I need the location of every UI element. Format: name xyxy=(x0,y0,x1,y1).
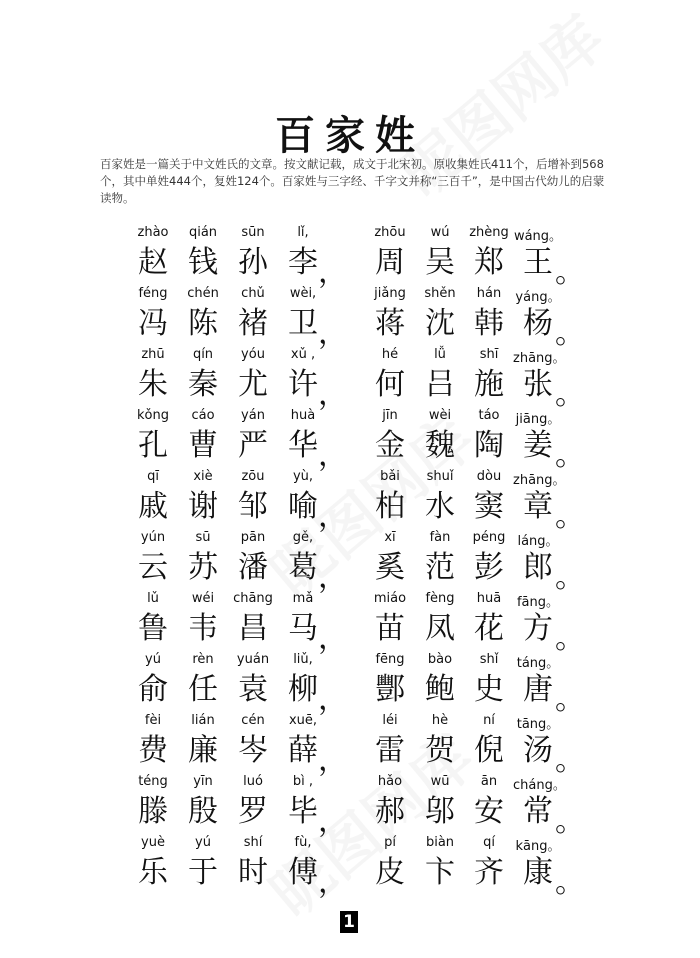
verse-row xyxy=(0,713,700,778)
surname-character: 卫 xyxy=(288,306,318,341)
pinyin: pān xyxy=(240,530,266,545)
pinyin: qí xyxy=(483,835,495,850)
pinyin: xiè xyxy=(193,469,213,484)
surname-character: 岑 xyxy=(238,733,268,768)
pinyin: shǐ xyxy=(479,652,499,667)
surname-character: 苗 xyxy=(375,611,405,646)
punctuation: ， xyxy=(318,621,348,656)
surname-character: 陶 xyxy=(474,428,504,463)
surname-character: 范 xyxy=(425,550,455,585)
pinyin: shěn xyxy=(424,286,456,301)
pinyin: qín xyxy=(192,347,214,362)
surname-character: 窦 xyxy=(474,489,504,524)
punctuation: ， xyxy=(318,743,348,778)
pinyin: dòu xyxy=(476,469,502,484)
pinyin: gě, xyxy=(292,530,314,545)
punctuation: 。 xyxy=(555,438,585,473)
surname-character: 韦 xyxy=(188,611,218,646)
pinyin: bǎi xyxy=(380,469,400,484)
surname-character: 费 xyxy=(138,733,168,768)
verse-row xyxy=(0,408,700,473)
pinyin: luó xyxy=(243,774,263,789)
surname-character: 杨 xyxy=(523,306,553,341)
punctuation: 。 xyxy=(555,865,585,900)
surname-character: 皮 xyxy=(375,855,405,890)
pinyin: miáo xyxy=(373,591,407,606)
surname-character: 邹 xyxy=(238,489,268,524)
surname-character: 殷 xyxy=(188,794,218,829)
verse-row xyxy=(0,835,700,900)
pinyin: bào xyxy=(427,652,453,667)
pinyin: wèi, xyxy=(289,286,317,301)
pinyin: huà xyxy=(290,408,316,423)
punctuation: ， xyxy=(318,865,348,900)
surname-character: 时 xyxy=(238,855,268,890)
pinyin: bì , xyxy=(292,774,314,789)
pinyin: yún xyxy=(140,530,166,545)
surname-character: 奚 xyxy=(375,550,405,585)
pinyin: zhào xyxy=(137,225,169,240)
pinyin: kǒng xyxy=(137,408,169,423)
pinyin: wū xyxy=(430,774,450,789)
pinyin: huā xyxy=(476,591,502,606)
surname-character: 孙 xyxy=(238,245,268,280)
surname-character: 章 xyxy=(523,489,553,524)
pinyin: yù, xyxy=(292,469,314,484)
surname-character: 乐 xyxy=(138,855,168,890)
surname-character: 凤 xyxy=(425,611,455,646)
pinyin: hǎo xyxy=(377,774,403,789)
pinyin: hè xyxy=(431,713,449,728)
pinyin: sū xyxy=(195,530,211,545)
pinyin: zhāng。 xyxy=(513,473,566,488)
pinyin: mǎ xyxy=(292,591,314,606)
surname-character: 俞 xyxy=(138,672,168,707)
pinyin: wéi xyxy=(191,591,215,606)
surname-character: 赵 xyxy=(138,245,168,280)
pinyin: fēng xyxy=(375,652,405,667)
surname-character: 严 xyxy=(238,428,268,463)
surname-character: 汤 xyxy=(523,733,553,768)
surname-character: 雷 xyxy=(375,733,405,768)
punctuation: ， xyxy=(318,316,348,351)
pinyin: chāng xyxy=(233,591,273,606)
pinyin: zhū xyxy=(141,347,165,362)
surname-character: 卞 xyxy=(425,855,455,890)
pinyin: táo xyxy=(478,408,500,423)
surname-character: 李 xyxy=(288,245,318,280)
pinyin: cáo xyxy=(191,408,215,423)
pinyin: liǔ, xyxy=(293,652,313,667)
pinyin: xī xyxy=(384,530,396,545)
punctuation: ， xyxy=(318,804,348,839)
verse-row xyxy=(0,347,700,412)
verse-row xyxy=(0,774,700,839)
pinyin: fèi xyxy=(144,713,162,728)
verse-row xyxy=(0,591,700,656)
verse-row xyxy=(0,225,700,290)
pinyin: yīn xyxy=(193,774,213,789)
surname-character: 施 xyxy=(474,367,504,402)
pinyin: xǔ , xyxy=(290,347,316,362)
pinyin: qián xyxy=(188,225,218,240)
surname-character: 袁 xyxy=(238,672,268,707)
surname-character: 朱 xyxy=(138,367,168,402)
punctuation: 。 xyxy=(555,743,585,778)
surname-character: 谢 xyxy=(188,489,218,524)
verse-row xyxy=(0,530,700,595)
pinyin: yú xyxy=(145,652,161,667)
pinyin: yáng。 xyxy=(515,290,561,305)
surname-character: 花 xyxy=(474,611,504,646)
surname-character: 尤 xyxy=(238,367,268,402)
pinyin: yuè xyxy=(141,835,165,850)
pinyin: féng xyxy=(138,286,168,301)
punctuation: 。 xyxy=(555,499,585,534)
surname-character: 戚 xyxy=(138,489,168,524)
pinyin: lǐ, xyxy=(297,225,309,240)
surname-character: 廉 xyxy=(188,733,218,768)
surname-character: 贺 xyxy=(425,733,455,768)
surname-character: 喻 xyxy=(288,489,318,524)
surname-character: 郎 xyxy=(523,550,553,585)
surname-character: 毕 xyxy=(288,794,318,829)
surname-character: 冯 xyxy=(138,306,168,341)
surname-character: 方 xyxy=(523,611,553,646)
punctuation: ， xyxy=(318,499,348,534)
page-number: 1 xyxy=(340,911,358,933)
surname-character: 唐 xyxy=(523,672,553,707)
surname-character: 酆 xyxy=(375,672,405,707)
surname-character: 王 xyxy=(523,245,553,280)
pinyin: lián xyxy=(191,713,215,728)
surname-character: 任 xyxy=(188,672,218,707)
pinyin: fù, xyxy=(294,835,312,850)
surname-character: 何 xyxy=(375,367,405,402)
punctuation: 。 xyxy=(555,560,585,595)
surname-character: 齐 xyxy=(474,855,504,890)
pinyin: yuán xyxy=(236,652,270,667)
surname-character: 张 xyxy=(523,367,553,402)
surname-character: 郝 xyxy=(375,794,405,829)
pinyin: hán xyxy=(476,286,502,301)
surname-character: 康 xyxy=(523,855,553,890)
surname-character: 潘 xyxy=(238,550,268,585)
surname-character: 葛 xyxy=(288,550,318,585)
surname-character: 马 xyxy=(288,611,318,646)
punctuation: ， xyxy=(318,682,348,717)
verse-row xyxy=(0,652,700,717)
pinyin: ān xyxy=(480,774,498,789)
surname-character: 柏 xyxy=(375,489,405,524)
surname-character: 褚 xyxy=(238,306,268,341)
surname-character: 金 xyxy=(375,428,405,463)
surname-character: 吕 xyxy=(425,367,455,402)
pinyin: wèi xyxy=(428,408,452,423)
punctuation: 。 xyxy=(555,316,585,351)
pinyin: jiǎng xyxy=(374,286,406,301)
surname-character: 吴 xyxy=(425,245,455,280)
pinyin: jiāng。 xyxy=(515,412,561,427)
verse-row xyxy=(0,469,700,534)
pinyin: zhèng xyxy=(469,225,509,240)
surname-character: 水 xyxy=(425,489,455,524)
pinyin: shí xyxy=(243,835,263,850)
pinyin: tāng。 xyxy=(516,717,560,732)
pinyin: biàn xyxy=(425,835,455,850)
pinyin: chén xyxy=(187,286,219,301)
pinyin: zhāng。 xyxy=(513,351,566,366)
verse-row xyxy=(0,286,700,351)
surname-character: 孔 xyxy=(138,428,168,463)
pinyin: jīn xyxy=(382,408,398,423)
pinyin: cháng。 xyxy=(513,778,566,793)
surname-character: 彭 xyxy=(474,550,504,585)
pinyin: téng xyxy=(138,774,168,789)
surname-character: 昌 xyxy=(238,611,268,646)
pinyin: fàn xyxy=(429,530,451,545)
pinyin: rèn xyxy=(192,652,214,667)
punctuation: 。 xyxy=(555,377,585,412)
surname-character: 周 xyxy=(375,245,405,280)
surname-character: 魏 xyxy=(425,428,455,463)
surname-character: 陈 xyxy=(188,306,218,341)
pinyin: cén xyxy=(241,713,265,728)
pinyin: wú xyxy=(430,225,450,240)
pinyin: shuǐ xyxy=(426,469,454,484)
surname-character: 于 xyxy=(188,855,218,890)
surname-character: 柳 xyxy=(288,672,318,707)
punctuation: 。 xyxy=(555,621,585,656)
surname-character: 云 xyxy=(138,550,168,585)
pinyin: hé xyxy=(381,347,399,362)
pinyin: qī xyxy=(147,469,159,484)
pinyin: yán xyxy=(241,408,265,423)
pinyin: xuē, xyxy=(288,713,318,728)
surname-character: 常 xyxy=(523,794,553,829)
pinyin: lǚ xyxy=(434,347,446,362)
surname-character: 倪 xyxy=(474,733,504,768)
pinyin: fèng xyxy=(425,591,455,606)
pinyin: pí xyxy=(384,835,396,850)
surname-character: 郑 xyxy=(474,245,504,280)
punctuation: 。 xyxy=(555,682,585,717)
surname-character: 苏 xyxy=(188,550,218,585)
pinyin: sūn xyxy=(241,225,265,240)
pinyin: yú xyxy=(195,835,211,850)
pinyin: kāng。 xyxy=(515,839,561,854)
surname-character: 许 xyxy=(288,367,318,402)
surname-character: 邬 xyxy=(425,794,455,829)
surname-character: 罗 xyxy=(238,794,268,829)
surname-character: 蒋 xyxy=(375,306,405,341)
pinyin: zhōu xyxy=(374,225,406,240)
punctuation: ， xyxy=(318,255,348,290)
surname-character: 姜 xyxy=(523,428,553,463)
surname-character: 安 xyxy=(474,794,504,829)
surname-character: 秦 xyxy=(188,367,218,402)
pinyin: ní xyxy=(483,713,495,728)
pinyin: zōu xyxy=(241,469,265,484)
surname-character: 傅 xyxy=(288,855,318,890)
surname-character: 华 xyxy=(288,428,318,463)
pinyin: chǔ xyxy=(241,286,265,301)
punctuation: ， xyxy=(318,438,348,473)
surname-character: 薛 xyxy=(288,733,318,768)
intro-paragraph: 百家姓是一篇关于中文姓氏的文章。按文献记载，成文于北宋初。原收集姓氏411个，后增补到568个，其中单姓444个，复姓124个。百家姓与三字经、千字文并称“三百千”，是中国古代幼儿的启蒙读物。 xyxy=(100,157,605,205)
pinyin: péng xyxy=(472,530,506,545)
pinyin: lǔ xyxy=(147,591,159,606)
pinyin: shī xyxy=(479,347,499,362)
pinyin: wáng。 xyxy=(513,229,563,244)
surname-character: 史 xyxy=(474,672,504,707)
punctuation: 。 xyxy=(555,804,585,839)
pinyin: yóu xyxy=(241,347,265,362)
surname-character: 沈 xyxy=(425,306,455,341)
surname-character: 曹 xyxy=(188,428,218,463)
pinyin: táng。 xyxy=(516,656,560,671)
surname-character: 鲍 xyxy=(425,672,455,707)
pinyin: léi xyxy=(382,713,398,728)
punctuation: 。 xyxy=(555,255,585,290)
surname-character: 钱 xyxy=(188,245,218,280)
surname-character: 滕 xyxy=(138,794,168,829)
pinyin: láng。 xyxy=(517,534,559,549)
page-title: 百家姓 xyxy=(275,112,425,159)
punctuation: ， xyxy=(318,377,348,412)
surname-character: 鲁 xyxy=(138,611,168,646)
surname-character: 韩 xyxy=(474,306,504,341)
pinyin: fāng。 xyxy=(516,595,560,610)
punctuation: ， xyxy=(318,560,348,595)
